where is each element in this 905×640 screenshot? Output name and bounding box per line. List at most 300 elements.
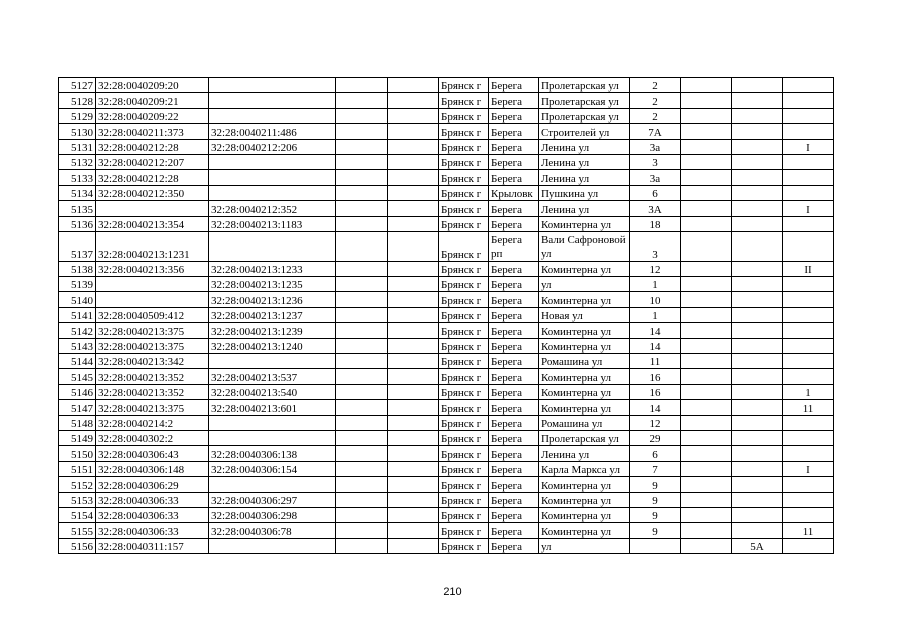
cell-locality: Берега	[489, 277, 539, 292]
cell-extra-number	[732, 369, 783, 384]
cell-cadastral-number-2: 32:28:0040213:537	[209, 369, 336, 384]
cell-cadastral-number	[96, 277, 209, 292]
cell-category: I	[783, 461, 834, 476]
cell-house-number: 12	[630, 261, 681, 276]
cell-cadastral-number-2: 32:28:0040212:206	[209, 139, 336, 154]
cell-category	[783, 415, 834, 430]
cell-empty-col-1	[336, 523, 388, 538]
table-row	[59, 431, 834, 446]
cell-empty-col-2	[388, 292, 439, 307]
cell-empty-col-3	[681, 400, 732, 415]
cell-cadastral-number-2	[209, 108, 336, 123]
cell-cadastral-number-2	[209, 78, 336, 93]
cell-category	[783, 277, 834, 292]
cell-category: 1	[783, 384, 834, 399]
cell-locality: Берега	[489, 154, 539, 169]
cell-city: Брянск г	[439, 369, 489, 384]
cell-extra-number	[732, 124, 783, 139]
cell-cadastral-number: 32:28:0040306:33	[96, 507, 209, 522]
cell-cadastral-number: 32:28:0040209:21	[96, 93, 209, 108]
cell-category	[783, 307, 834, 322]
cell-empty-col-1	[336, 292, 388, 307]
cell-extra-number: 5А	[732, 538, 783, 553]
cell-street: Коминтерна ул	[539, 261, 630, 276]
cell-house-number: 16	[630, 384, 681, 399]
cell-extra-number	[732, 384, 783, 399]
cell-empty-col-3	[681, 185, 732, 200]
cell-city: Брянск г	[439, 431, 489, 446]
cell-category	[783, 354, 834, 369]
cell-street: Коминтерна ул	[539, 507, 630, 522]
cell-empty-col-2	[388, 369, 439, 384]
cell-cadastral-number: 32:28:0040306:29	[96, 477, 209, 492]
table-row	[59, 507, 834, 522]
cell-house-number: 29	[630, 431, 681, 446]
cell-empty-col-1	[336, 369, 388, 384]
cell-street: Пролетарская ул	[539, 108, 630, 123]
cell-empty-col-3	[681, 277, 732, 292]
cell-empty-col-3	[681, 154, 732, 169]
cell-empty-col-2	[388, 507, 439, 522]
table-row	[59, 384, 834, 399]
cell-empty-col-2	[388, 461, 439, 476]
table-row	[59, 170, 834, 185]
cell-extra-number	[732, 277, 783, 292]
cell-cadastral-number: 32:28:0040302:2	[96, 431, 209, 446]
cell-empty-col-3	[681, 261, 732, 276]
cell-empty-col-2	[388, 307, 439, 322]
cell-category	[783, 369, 834, 384]
cell-street: Ленина ул	[539, 139, 630, 154]
cell-empty-col-1	[336, 108, 388, 123]
cell-empty-col-2	[388, 108, 439, 123]
table-row	[59, 523, 834, 538]
cell-category	[783, 292, 834, 307]
cell-category	[783, 477, 834, 492]
cell-category	[783, 338, 834, 353]
cell-locality: Берега	[489, 170, 539, 185]
cell-empty-col-1	[336, 507, 388, 522]
cell-cadastral-number: 32:28:0040212:350	[96, 185, 209, 200]
cell-city: Брянск г	[439, 384, 489, 399]
cell-row-number: 5147	[59, 400, 96, 415]
cell-category	[783, 538, 834, 553]
cell-cadastral-number-2	[209, 354, 336, 369]
cell-empty-col-3	[681, 307, 732, 322]
cell-locality: Берега	[489, 139, 539, 154]
cell-city: Брянск г	[439, 415, 489, 430]
table-row	[59, 292, 834, 307]
cell-row-number: 5128	[59, 93, 96, 108]
cell-extra-number	[732, 431, 783, 446]
cell-row-number: 5130	[59, 124, 96, 139]
cell-house-number	[630, 538, 681, 553]
cell-cadastral-number: 32:28:0040311:157	[96, 538, 209, 553]
cell-row-number: 5127	[59, 78, 96, 93]
cell-locality: Берега	[489, 384, 539, 399]
table-row	[59, 446, 834, 461]
cell-locality: Берега	[489, 507, 539, 522]
cell-street: Коминтерна ул	[539, 523, 630, 538]
data-table	[58, 77, 834, 554]
cell-extra-number	[732, 108, 783, 123]
cell-empty-col-2	[388, 323, 439, 338]
table-row	[59, 461, 834, 476]
table-row	[59, 277, 834, 292]
cell-house-number: 9	[630, 492, 681, 507]
table-row	[59, 477, 834, 492]
cell-row-number: 5129	[59, 108, 96, 123]
cell-extra-number	[732, 354, 783, 369]
cell-house-number: 10	[630, 292, 681, 307]
cell-category	[783, 431, 834, 446]
cell-cadastral-number: 32:28:0040213:375	[96, 338, 209, 353]
cell-house-number: 9	[630, 507, 681, 522]
cell-empty-col-2	[388, 477, 439, 492]
cell-house-number: 7А	[630, 124, 681, 139]
cell-cadastral-number: 32:28:0040306:43	[96, 446, 209, 461]
cell-city: Брянск г	[439, 492, 489, 507]
cell-row-number: 5150	[59, 446, 96, 461]
cell-extra-number	[732, 261, 783, 276]
cell-cadastral-number-2	[209, 538, 336, 553]
cell-street: Ромашина ул	[539, 354, 630, 369]
cell-locality: Берега	[489, 216, 539, 231]
cell-row-number: 5144	[59, 354, 96, 369]
cell-house-number: 9	[630, 523, 681, 538]
table-row	[59, 78, 834, 93]
cell-cadastral-number: 32:28:0040212:28	[96, 139, 209, 154]
cell-street: ул	[539, 538, 630, 553]
cell-extra-number	[732, 201, 783, 216]
cell-empty-col-3	[681, 292, 732, 307]
cell-row-number: 5146	[59, 384, 96, 399]
cell-street: Пушкина ул	[539, 185, 630, 200]
cell-empty-col-3	[681, 338, 732, 353]
cell-cadastral-number: 32:28:0040213:354	[96, 216, 209, 231]
cell-house-number: 14	[630, 338, 681, 353]
table-row	[59, 323, 834, 338]
cell-empty-col-3	[681, 538, 732, 553]
cell-empty-col-1	[336, 477, 388, 492]
cell-city: Брянск г	[439, 292, 489, 307]
cell-city: Брянск г	[439, 93, 489, 108]
cell-empty-col-3	[681, 78, 732, 93]
cell-locality: Крыловк	[489, 185, 539, 200]
cell-cadastral-number: 32:28:0040214:2	[96, 415, 209, 430]
cell-empty-col-1	[336, 446, 388, 461]
cell-cadastral-number-2: 32:28:0040211:486	[209, 124, 336, 139]
cell-empty-col-2	[388, 93, 439, 108]
cell-cadastral-number-2	[209, 170, 336, 185]
cell-house-number: 2	[630, 108, 681, 123]
cell-empty-col-2	[388, 231, 439, 261]
cell-row-number: 5139	[59, 277, 96, 292]
cell-street: Коминтерна ул	[539, 216, 630, 231]
cell-locality: Берега	[489, 538, 539, 553]
cell-street: Коминтерна ул	[539, 323, 630, 338]
cell-empty-col-1	[336, 261, 388, 276]
cell-street: Ленина ул	[539, 154, 630, 169]
cell-city: Брянск г	[439, 261, 489, 276]
cell-street: Новая ул	[539, 307, 630, 322]
table-row	[59, 154, 834, 169]
cell-locality: Берега	[489, 431, 539, 446]
cell-cadastral-number: 32:28:0040211:373	[96, 124, 209, 139]
cell-extra-number	[732, 492, 783, 507]
cell-extra-number	[732, 507, 783, 522]
cell-locality: Берега	[489, 523, 539, 538]
cell-locality: Берега рп	[489, 231, 539, 261]
cell-empty-col-3	[681, 323, 732, 338]
cell-city: Брянск г	[439, 400, 489, 415]
cell-city: Брянск г	[439, 124, 489, 139]
cell-extra-number	[732, 307, 783, 322]
cell-cadastral-number-2: 32:28:0040306:297	[209, 492, 336, 507]
cell-cadastral-number: 32:28:0040213:342	[96, 354, 209, 369]
cell-street: Ленина ул	[539, 170, 630, 185]
cell-cadastral-number: 32:28:0040213:1231	[96, 231, 209, 261]
cell-locality: Берега	[489, 338, 539, 353]
cell-row-number: 5142	[59, 323, 96, 338]
cell-house-number: 18	[630, 216, 681, 231]
cell-cadastral-number-2	[209, 431, 336, 446]
cell-row-number: 5153	[59, 492, 96, 507]
cell-extra-number	[732, 216, 783, 231]
cell-city: Брянск г	[439, 477, 489, 492]
cell-extra-number	[732, 477, 783, 492]
cell-street: Вали Сафроновой ул	[539, 231, 630, 261]
cell-street: ул	[539, 277, 630, 292]
table-body	[59, 78, 834, 554]
cell-extra-number	[732, 461, 783, 476]
cell-street: Коминтерна ул	[539, 292, 630, 307]
cell-empty-col-2	[388, 400, 439, 415]
cell-cadastral-number: 32:28:0040306:148	[96, 461, 209, 476]
cell-empty-col-2	[388, 277, 439, 292]
cell-street: Коминтерна ул	[539, 477, 630, 492]
cell-locality: Берега	[489, 477, 539, 492]
cell-empty-col-2	[388, 261, 439, 276]
cell-empty-col-3	[681, 523, 732, 538]
cell-extra-number	[732, 170, 783, 185]
cell-locality: Берега	[489, 354, 539, 369]
cell-house-number: 3	[630, 154, 681, 169]
cell-extra-number	[732, 415, 783, 430]
cell-cadastral-number-2	[209, 231, 336, 261]
cell-empty-col-1	[336, 431, 388, 446]
cell-locality: Берега	[489, 415, 539, 430]
cell-category	[783, 492, 834, 507]
table-row	[59, 93, 834, 108]
cell-extra-number	[732, 400, 783, 415]
cell-category: II	[783, 261, 834, 276]
cell-cadastral-number-2	[209, 477, 336, 492]
cell-empty-col-3	[681, 431, 732, 446]
cell-empty-col-2	[388, 431, 439, 446]
cell-empty-col-1	[336, 201, 388, 216]
cell-category	[783, 124, 834, 139]
cell-street: Коминтерна ул	[539, 338, 630, 353]
cell-empty-col-2	[388, 185, 439, 200]
cell-city: Брянск г	[439, 170, 489, 185]
cell-empty-col-2	[388, 384, 439, 399]
cell-house-number: 1	[630, 277, 681, 292]
cell-empty-col-1	[336, 216, 388, 231]
cell-category: 11	[783, 523, 834, 538]
cell-empty-col-2	[388, 154, 439, 169]
cell-cadastral-number-2: 32:28:0040306:298	[209, 507, 336, 522]
cell-locality: Берега	[489, 307, 539, 322]
cell-cadastral-number-2: 32:28:0040213:1240	[209, 338, 336, 353]
cell-city: Брянск г	[439, 354, 489, 369]
cell-street: Ромашина ул	[539, 415, 630, 430]
cell-city: Брянск г	[439, 538, 489, 553]
cell-cadastral-number: 32:28:0040209:22	[96, 108, 209, 123]
cell-city: Брянск г	[439, 185, 489, 200]
table-row	[59, 124, 834, 139]
cell-empty-col-1	[336, 415, 388, 430]
cell-cadastral-number: 32:28:0040212:28	[96, 170, 209, 185]
cell-empty-col-2	[388, 415, 439, 430]
cell-row-number: 5134	[59, 185, 96, 200]
cell-extra-number	[732, 523, 783, 538]
cell-cadastral-number-2: 32:28:0040213:1237	[209, 307, 336, 322]
cell-empty-col-1	[336, 139, 388, 154]
cell-empty-col-1	[336, 338, 388, 353]
cell-category	[783, 78, 834, 93]
cell-empty-col-3	[681, 369, 732, 384]
cell-row-number: 5143	[59, 338, 96, 353]
cell-city: Брянск г	[439, 461, 489, 476]
cell-house-number: 3а	[630, 170, 681, 185]
table-row	[59, 185, 834, 200]
table-row	[59, 538, 834, 553]
cell-category	[783, 216, 834, 231]
cell-empty-col-3	[681, 461, 732, 476]
table-row	[59, 492, 834, 507]
cell-house-number: 9	[630, 477, 681, 492]
cell-extra-number	[732, 446, 783, 461]
cell-cadastral-number-2: 32:28:0040213:1236	[209, 292, 336, 307]
cell-row-number: 5148	[59, 415, 96, 430]
table-row	[59, 354, 834, 369]
cell-cadastral-number-2: 32:28:0040213:1183	[209, 216, 336, 231]
cell-locality: Берега	[489, 78, 539, 93]
cell-city: Брянск г	[439, 231, 489, 261]
table-row	[59, 216, 834, 231]
cell-category	[783, 108, 834, 123]
cell-empty-col-3	[681, 201, 732, 216]
cell-cadastral-number-2: 32:28:0040213:1239	[209, 323, 336, 338]
cell-city: Брянск г	[439, 446, 489, 461]
cell-cadastral-number: 32:28:0040213:352	[96, 369, 209, 384]
cell-row-number: 5156	[59, 538, 96, 553]
cell-city: Брянск г	[439, 216, 489, 231]
cell-row-number: 5137	[59, 231, 96, 261]
cell-street: Пролетарская ул	[539, 93, 630, 108]
cell-category: 11	[783, 400, 834, 415]
cell-house-number: 1	[630, 307, 681, 322]
cell-empty-col-1	[336, 384, 388, 399]
cell-locality: Берега	[489, 400, 539, 415]
table-row	[59, 400, 834, 415]
cell-locality: Берега	[489, 261, 539, 276]
cell-empty-col-1	[336, 400, 388, 415]
cell-city: Брянск г	[439, 277, 489, 292]
cell-cadastral-number-2: 32:28:0040306:78	[209, 523, 336, 538]
table-row	[59, 108, 834, 123]
table-row	[59, 415, 834, 430]
table-row	[59, 338, 834, 353]
cell-category	[783, 446, 834, 461]
cell-row-number: 5131	[59, 139, 96, 154]
cell-category	[783, 170, 834, 185]
cell-empty-col-2	[388, 338, 439, 353]
cell-extra-number	[732, 154, 783, 169]
table-row	[59, 231, 834, 261]
cell-cadastral-number-2	[209, 415, 336, 430]
cell-category: I	[783, 139, 834, 154]
cell-category	[783, 154, 834, 169]
cell-city: Брянск г	[439, 523, 489, 538]
cell-empty-col-3	[681, 415, 732, 430]
cell-cadastral-number: 32:28:0040213:375	[96, 323, 209, 338]
cell-row-number: 5140	[59, 292, 96, 307]
cell-cadastral-number-2: 32:28:0040213:540	[209, 384, 336, 399]
cell-street: Коминтерна ул	[539, 400, 630, 415]
table-row	[59, 307, 834, 322]
table-row	[59, 201, 834, 216]
cell-empty-col-3	[681, 124, 732, 139]
cell-city: Брянск г	[439, 307, 489, 322]
cell-empty-col-3	[681, 384, 732, 399]
cell-extra-number	[732, 292, 783, 307]
cell-empty-col-1	[336, 307, 388, 322]
cell-empty-col-1	[336, 492, 388, 507]
cell-cadastral-number: 32:28:0040213:375	[96, 400, 209, 415]
cell-category	[783, 231, 834, 261]
cell-city: Брянск г	[439, 108, 489, 123]
cell-street: Карла Маркса ул	[539, 461, 630, 476]
cell-empty-col-1	[336, 461, 388, 476]
table-row	[59, 369, 834, 384]
cell-cadastral-number-2: 32:28:0040306:154	[209, 461, 336, 476]
cell-house-number: 2	[630, 78, 681, 93]
cell-empty-col-2	[388, 170, 439, 185]
cell-house-number: 16	[630, 369, 681, 384]
cell-empty-col-1	[336, 78, 388, 93]
cell-empty-col-3	[681, 507, 732, 522]
cell-row-number: 5149	[59, 431, 96, 446]
cell-empty-col-1	[336, 93, 388, 108]
cell-cadastral-number-2: 32:28:0040213:1235	[209, 277, 336, 292]
cell-empty-col-1	[336, 354, 388, 369]
cell-house-number: 14	[630, 323, 681, 338]
cell-empty-col-2	[388, 124, 439, 139]
cell-empty-col-3	[681, 170, 732, 185]
cell-cadastral-number	[96, 201, 209, 216]
cell-row-number: 5141	[59, 307, 96, 322]
cell-house-number: 6	[630, 185, 681, 200]
cell-extra-number	[732, 323, 783, 338]
cell-street: Строителей ул	[539, 124, 630, 139]
cell-cadastral-number-2: 32:28:0040213:1233	[209, 261, 336, 276]
cell-cadastral-number: 32:28:0040509:412	[96, 307, 209, 322]
cell-extra-number	[732, 338, 783, 353]
cell-street: Коминтерна ул	[539, 492, 630, 507]
cell-category	[783, 93, 834, 108]
